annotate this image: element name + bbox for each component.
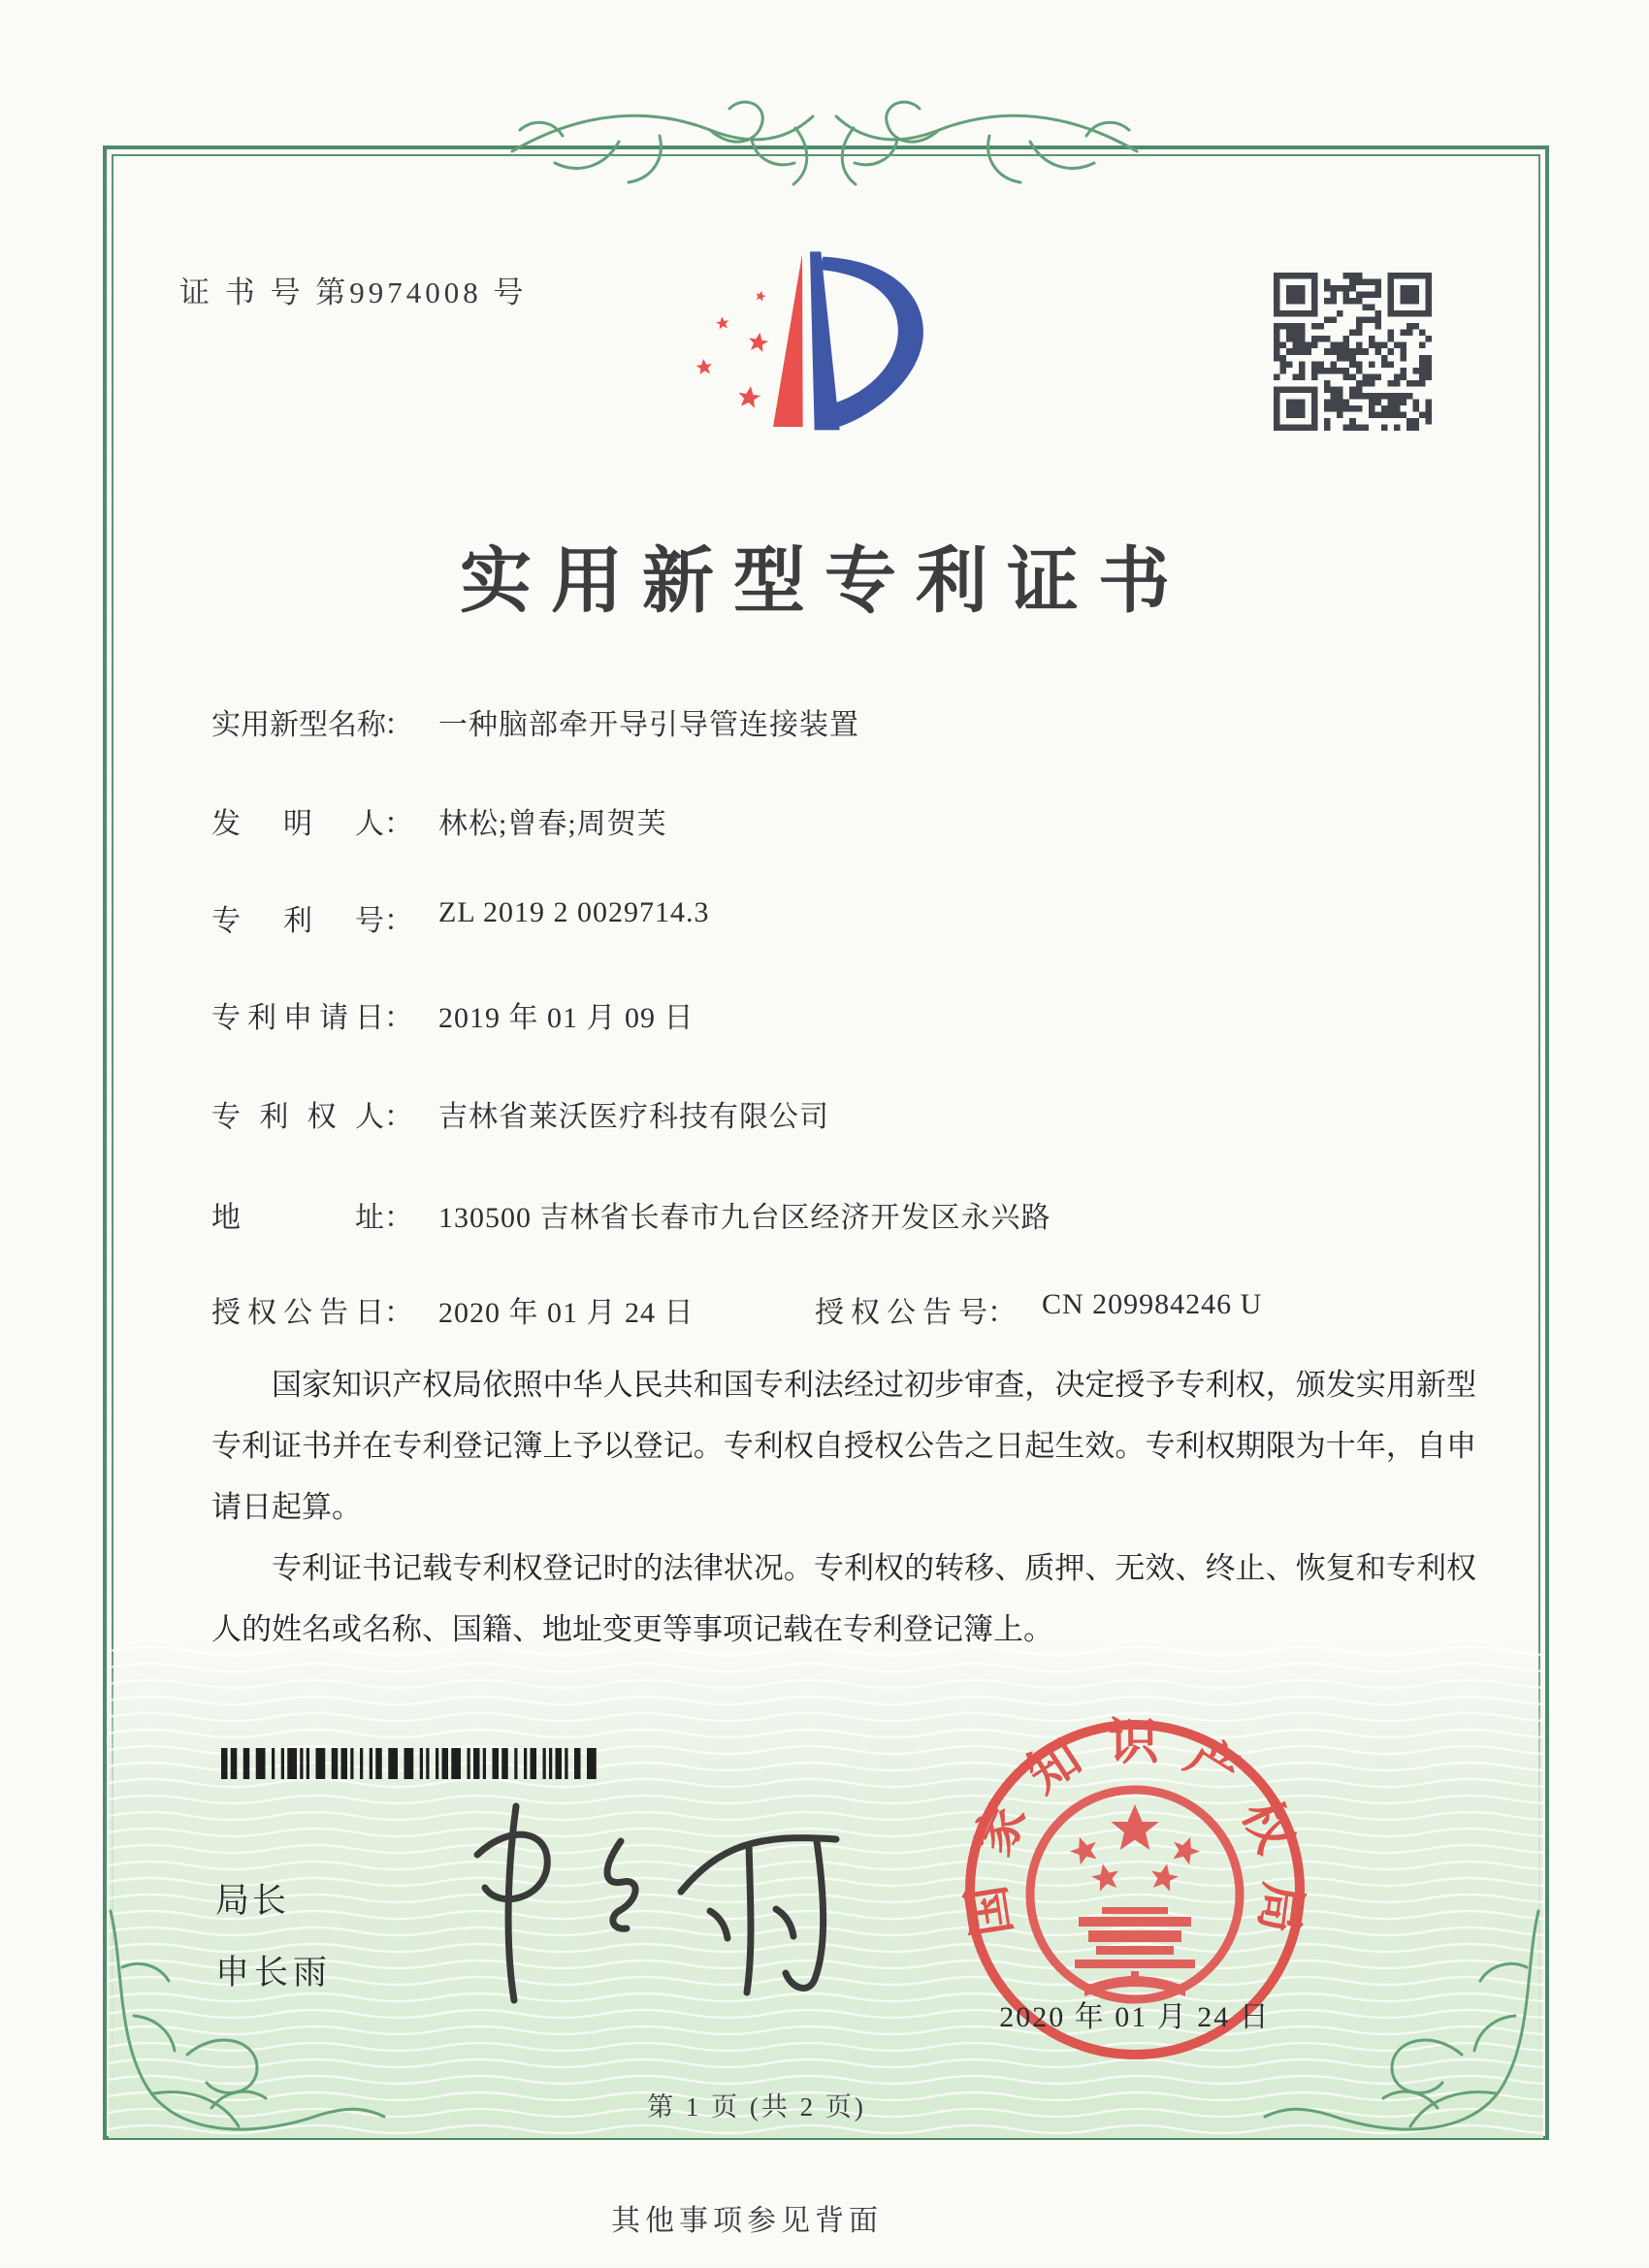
field-label: 专利申请日 bbox=[211, 1002, 384, 1034]
field-row-filing-date bbox=[211, 993, 1502, 1036]
cnipa-logo-icon bbox=[626, 229, 975, 496]
colon: ： bbox=[384, 709, 413, 741]
field-label: 专利权人 bbox=[211, 1101, 384, 1133]
field-label: 地址 bbox=[211, 1202, 384, 1234]
field-label: 发明人 bbox=[211, 808, 384, 840]
certificate-title: 实用新型专利证书 bbox=[460, 542, 1189, 622]
top-flourish-ornament-icon bbox=[504, 93, 1145, 205]
field-grant-number bbox=[815, 1288, 1262, 1331]
field-label: 专利号 bbox=[211, 905, 384, 937]
barcode bbox=[221, 1748, 599, 1779]
field-row-grant-date bbox=[211, 1288, 1502, 1331]
director-name: 申长雨 bbox=[215, 1954, 333, 1992]
legal-text bbox=[211, 1354, 1476, 1660]
field-value: 一种脑部牵开导引导管连接装置 bbox=[438, 709, 859, 741]
field-value: 林松;曾春;周贺芙 bbox=[438, 808, 667, 840]
seal-ring-text: 国家知识产权局 bbox=[959, 1714, 1310, 1940]
field-row-name bbox=[211, 700, 1502, 743]
field-row-patentee bbox=[211, 1092, 1502, 1135]
field-label: 授权公告日 bbox=[211, 1297, 384, 1329]
field-row-inventor bbox=[211, 799, 1502, 842]
colon: ： bbox=[384, 808, 413, 840]
field-value: 吉林省莱沃医疗科技有限公司 bbox=[438, 1101, 829, 1133]
director-signature-icon bbox=[456, 1795, 844, 2023]
colon: ： bbox=[384, 1101, 413, 1133]
colon: ： bbox=[384, 1297, 413, 1329]
field-value: 130500 吉林省长春市九台区经济开发区永兴路 bbox=[438, 1202, 1051, 1234]
legal-paragraph-2: 专利证书记载专利权登记时的法律状况。专利权的转移、质押、无效、终止、恢复和专利权人的姓名或名称、国籍、地址变更等事项记载在专利登记簿上。 bbox=[211, 1551, 1476, 1646]
field-value: 2019 年 01 月 09 日 bbox=[438, 1002, 695, 1034]
field-label: 授权公告号 bbox=[815, 1297, 987, 1329]
colon: ： bbox=[384, 905, 413, 937]
field-value: CN 209984246 U bbox=[1042, 1288, 1263, 1320]
colon: ： bbox=[987, 1297, 1017, 1329]
field-row-patent-number bbox=[211, 896, 1502, 939]
certificate-number: 证 书 号 第9974008 号 bbox=[179, 275, 528, 309]
legal-paragraph-1: 国家知识产权局依照中华人民共和国专利法经过初步审查，决定授予专利权，颁发实用新型专利证书并在专利登记簿上予以登记。专利权自授权公告之日起生效。专利权期限为十年，自申请日起算。 bbox=[211, 1368, 1476, 1524]
field-value: 2020 年 01 月 24 日 bbox=[438, 1297, 695, 1329]
qr-code bbox=[1274, 273, 1432, 431]
national-emblem-icon bbox=[1030, 1790, 1240, 1999]
field-value: ZL 2019 2 0029714.3 bbox=[438, 896, 710, 928]
colon: ： bbox=[384, 1002, 413, 1034]
page-indicator: 第 1 页 (共 2 页) bbox=[647, 2092, 866, 2122]
back-note: 其他事项参见背面 bbox=[611, 2205, 883, 2237]
director-title: 局长 bbox=[215, 1882, 290, 1920]
field-row-address bbox=[211, 1193, 1502, 1236]
colon: ： bbox=[384, 1202, 413, 1234]
seal-date: 2020 年 01 月 24 日 bbox=[999, 2001, 1271, 2033]
field-label: 实用新型名称 bbox=[211, 709, 386, 741]
